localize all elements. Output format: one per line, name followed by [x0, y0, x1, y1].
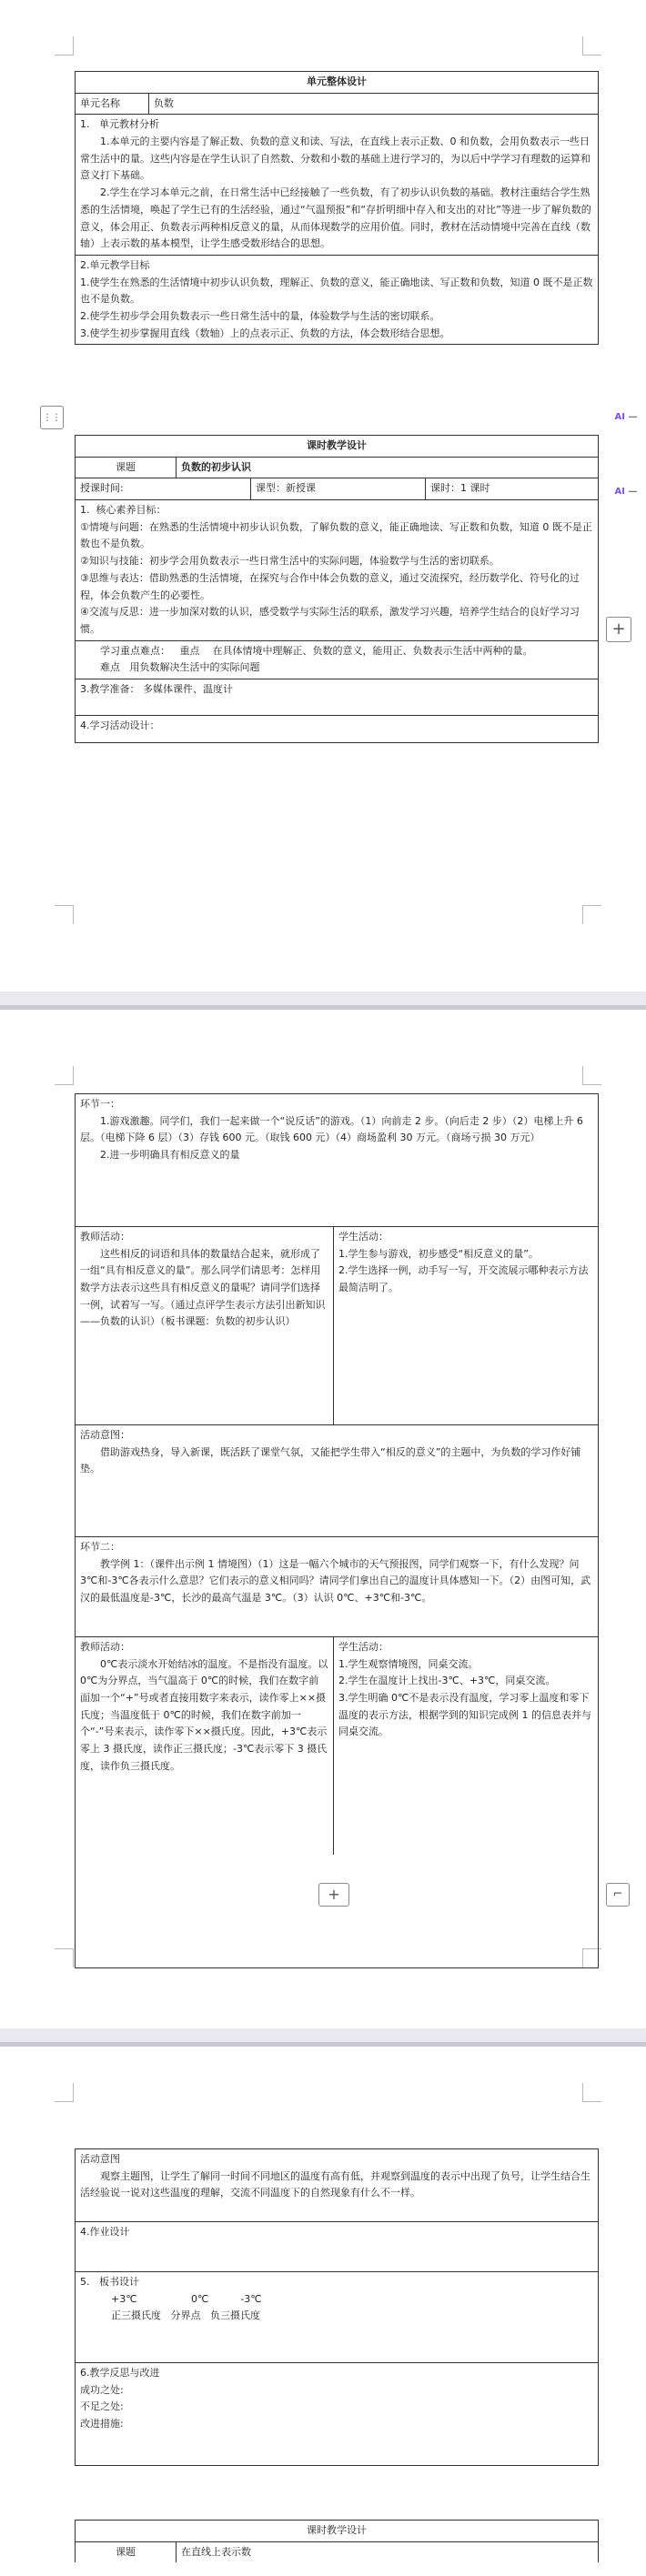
- dash-icon: —: [628, 411, 638, 422]
- lesson-meta-row: [76, 478, 598, 499]
- next-lesson-title: 课时教学设计: [307, 2524, 367, 2536]
- segment-2-intro[interactable]: [76, 1536, 598, 1636]
- page-1: [0, 0, 646, 991]
- reflect-item: 改进措施:: [80, 2418, 124, 2430]
- teaching-reflection[interactable]: [76, 2362, 598, 2465]
- crop-mark: [582, 905, 601, 924]
- teacher-activity[interactable]: [76, 1637, 333, 1855]
- ai-label: AI: [614, 486, 625, 497]
- analysis-title: 1. 单元教材分析: [80, 118, 159, 131]
- teacher-title: 教师活动：: [80, 1231, 130, 1243]
- analysis-paragraph: 2.学生在学习本单元之前，在日常生活中已经接触了一些负数，有了初步认识负数的基础。教材注重结合学生熟悉的生活情境，唤起了学生已有的生活经验，通过“气温预报”和“存折明细中存入和支出的对比”等进一步了解负数的意义，体会用正、负数表示两种相反意义的量，从而体现数学的应用价值。同时，教材在活动情境中完善在直线（数轴）上表示数的基本模型，让学生感受数形结合的思想。: [80, 186, 591, 250]
- literacy-item: ④交流与反思：进一步加深对数的认识，感受数学与实际生活的联系，激发学习兴趣，培养学生结合的良好学习习惯。: [80, 606, 580, 635]
- page-3: [0, 2047, 646, 2576]
- ai-assistant-button[interactable]: [608, 480, 644, 502]
- intent-text: 观察主题图，让学生了解同一时间不同地区的温度有高有低，并观察到温度的表示中出现了负号，让学生结合生活经验说一说对这些温度的理解，交流不同温度下的自然现象有什么不一样。: [80, 2169, 590, 2199]
- teacher-title: 教师活动：: [80, 1641, 130, 1653]
- crop-mark: [55, 1066, 74, 1085]
- topic-label: 课题: [116, 2545, 136, 2558]
- activity-design[interactable]: 4.学习活动设计：: [76, 715, 598, 742]
- segment-text: 2.进一步明确具有相反意义的量: [100, 1149, 240, 1162]
- time-label[interactable]: 授课时间:: [80, 482, 124, 495]
- lesson-title: 课时教学设计: [307, 439, 367, 451]
- crop-mark: [55, 2083, 74, 2102]
- topic-value[interactable]: 负数的初步认识: [176, 458, 598, 478]
- literacy-goals[interactable]: [76, 499, 598, 640]
- hours-label[interactable]: 课时：1 课时: [425, 478, 598, 499]
- segment-table: [75, 1093, 599, 1968]
- segment-1-intro[interactable]: [76, 1094, 598, 1226]
- student-title: 学生活动：: [338, 1641, 389, 1653]
- goal-item: 3.使学生初步掌握用直线（数轴）上的点表示正、负数的方法，体会数形结合思想。: [80, 327, 450, 339]
- ai-label: AI: [614, 411, 625, 422]
- difficulty: 难点 用负数解决生活中的实际问题: [100, 661, 260, 674]
- board-title: 5. 板书设计: [80, 2276, 139, 2288]
- drag-handle-icon[interactable]: ⋮⋮: [40, 406, 64, 429]
- goal-item: 2.使学生初步学会用负数表示一些日常生活中的量，体验数学与生活的密切联系。: [80, 309, 440, 322]
- unit-name-value[interactable]: 负数: [148, 94, 598, 115]
- segment-2-activities: [76, 1636, 598, 1855]
- goals-title: 2.单元教学目标: [80, 258, 150, 271]
- page-2: [0, 1010, 646, 2028]
- homework-design[interactable]: 4.作业设计: [76, 2221, 598, 2271]
- dash-icon: —: [628, 486, 638, 497]
- board-design[interactable]: [76, 2271, 598, 2362]
- resize-table-icon[interactable]: ⌐: [606, 1883, 630, 1907]
- teaching-prep[interactable]: 3.教学准备： 多媒体课件、温度计: [76, 679, 598, 715]
- goal-item: 1.使学生在熟悉的生活情境中初步认识负数，理解正、负数的意义，能正确地读、写正数和负数，知道 0 既不是正数也不是负数。: [80, 276, 593, 306]
- crop-mark: [55, 905, 74, 924]
- reflect-item: 不足之处:: [80, 2400, 124, 2413]
- unit-analysis[interactable]: [76, 114, 598, 255]
- unit-goals[interactable]: [76, 255, 598, 344]
- segment-text: 教学例 1：（课件出示例 1 情境图）（1）这是一幅六个城市的天气预报图，同学们观察一下，有什么发现？问 3℃和-3℃各表示什么意思？它们表示的意义相同吗？请同学们拿出自己的温度计具体感知一下。（2）由图可知，武汉的最低温度是-3℃，长沙的最高气温是 3℃。（3）认识 0℃、+3℃和-3℃。: [80, 1557, 591, 1605]
- lesson-topic-row: [76, 457, 598, 478]
- student-text: 1.学生观察情境图，同桌交流。 2.学生在温度计上找出-3℃、+3℃，同桌交流。 3.学生明确 0℃不是表示没有温度，学习零上温度和零下温度的表示方法，根据学到的知识完成例 1 的信息表并与同桌交流。: [338, 1657, 591, 1738]
- unit-design-table: [75, 71, 599, 345]
- add-block-button[interactable]: +: [606, 617, 631, 642]
- crop-mark: [582, 2083, 601, 2102]
- student-activity[interactable]: [333, 1227, 598, 1424]
- type-label[interactable]: 课型：新授课: [250, 478, 425, 499]
- segment-label: 环节二：: [80, 1541, 120, 1553]
- next-lesson-table: [75, 2520, 599, 2562]
- crop-mark: [55, 36, 74, 55]
- intent-title: 活动意图：: [80, 1429, 130, 1441]
- student-text: 1.学生参与游戏，初步感受“相反意义的量”。 2.学生选择一例，动手写一写，开交流展示哪种表示方法最简洁明了。: [338, 1247, 589, 1294]
- literacy-item: ②知识与技能：初步学会用负数表示一些日常生活中的实际问题，体验数学与生活的密切联系。: [80, 555, 500, 568]
- key-point: 学习重点难点： 重点 在具体情境中理解正、负数的意义，能用正、负数表示生活中两种的量。: [100, 644, 533, 657]
- unit-name-label: 单元名称: [80, 96, 120, 109]
- analysis-paragraph: 1.本单元的主要内容是了解正数、负数的意义和读、写法，在直线上表示正数、0 和负数，会用负数表示一些日常生活中的量。这些内容是在学生认识了自然数、分数和小数的基础上进行学习的，为以后中学学习有理数的运算和意义打下基础。: [80, 136, 590, 182]
- unit-title: 单元整体设计: [307, 75, 367, 87]
- reflect-title: 6.教学反思与改进: [80, 2367, 160, 2379]
- crop-mark: [582, 36, 601, 55]
- crop-mark: [582, 1066, 601, 1085]
- page-gap: [0, 991, 646, 1010]
- segment-1-intent[interactable]: [76, 1424, 598, 1536]
- literacy-title: 1. 核心素养目标：: [80, 504, 167, 517]
- student-title: 学生活动：: [338, 1231, 389, 1243]
- literacy-item: ①情境与问题：在熟悉的生活情境中初步认识负数，了解负数的意义，能正确地读、写正数和负数，知道 0 既不是正数也不是负数。: [80, 520, 592, 550]
- board-line: 正三摄氏度 分界点 负三摄氏度: [111, 2309, 260, 2322]
- teacher-text: 0℃表示淡水开始结冰的温度。不是指没有温度。以 0℃为分界点，当气温高于 0℃的时候，我们在数字前面加一个“+”号或者直接用数字来表示，读作零上××摄氏度；当温度低于 0℃的时候，我们在数字前加一个“-”号来表示，读作零下××摄氏度。因此，+3℃表示零上 3 摄氏度，读作正三摄氏度；-3℃表示零下 3 摄氏度，读作负三摄氏度。: [80, 1657, 328, 1772]
- segment-1-activities: [76, 1226, 598, 1424]
- segment-label: 环节一：: [80, 1098, 120, 1110]
- literacy-item: ③思维与表达：借助熟悉的生活情境，在探究与合作中体会负数的意义，通过交流探究，经历数学化、符号化的过程，体会负数产生的必要性。: [80, 571, 580, 601]
- board-line: +3℃ 0℃ -3℃: [111, 2292, 262, 2305]
- unit-name-row: [76, 93, 598, 115]
- segment-text: 1.游戏激趣。同学们，我们一起来做一个“说反话”的游戏。（1）向前走 2 步。（向后走 2 步）（2）电梯上升 6 层。（电梯下降 6 层）（3）存钱 600 元。（取钱 600 元）（4）商场盈利 30 万元。（商场亏损 30 万元）: [80, 1114, 583, 1144]
- page-gap: [0, 2028, 646, 2047]
- crop-mark: [55, 1948, 74, 1967]
- topic-value[interactable]: 在直线上表示数: [176, 2542, 598, 2563]
- ai-assistant-button[interactable]: [608, 406, 644, 428]
- teacher-text: 这些相反的词语和具体的数量结合起来，就形成了一组“具有相反意义的量”。那么同学们请思考：怎样用数学方法表示这些具有相反意义的量呢？请同学们选择一例，试着写一写。（通过点评学生表示方法引出新知识——负数的认识）（板书课题：负数的初步认识）: [80, 1247, 326, 1328]
- intent-text: 借助游戏热身，导入新课，既活跃了课堂气氛，又能把学生带入“相反的意义”的主题中，为负数的学习作好铺垫。: [80, 1445, 581, 1475]
- reflect-item: 成功之处:: [80, 2383, 124, 2396]
- student-activity[interactable]: [333, 1637, 598, 1855]
- topic-label: 课题: [116, 460, 136, 473]
- activity-intent[interactable]: [76, 2149, 598, 2221]
- lesson-design-table: [75, 435, 599, 743]
- teacher-activity[interactable]: [76, 1227, 333, 1424]
- lesson-continuation-table: [75, 2148, 599, 2466]
- key-points[interactable]: [76, 640, 598, 679]
- intent-title: 活动意图: [80, 2153, 120, 2165]
- next-topic-row: [76, 2541, 598, 2563]
- add-row-button[interactable]: +: [318, 1883, 349, 1907]
